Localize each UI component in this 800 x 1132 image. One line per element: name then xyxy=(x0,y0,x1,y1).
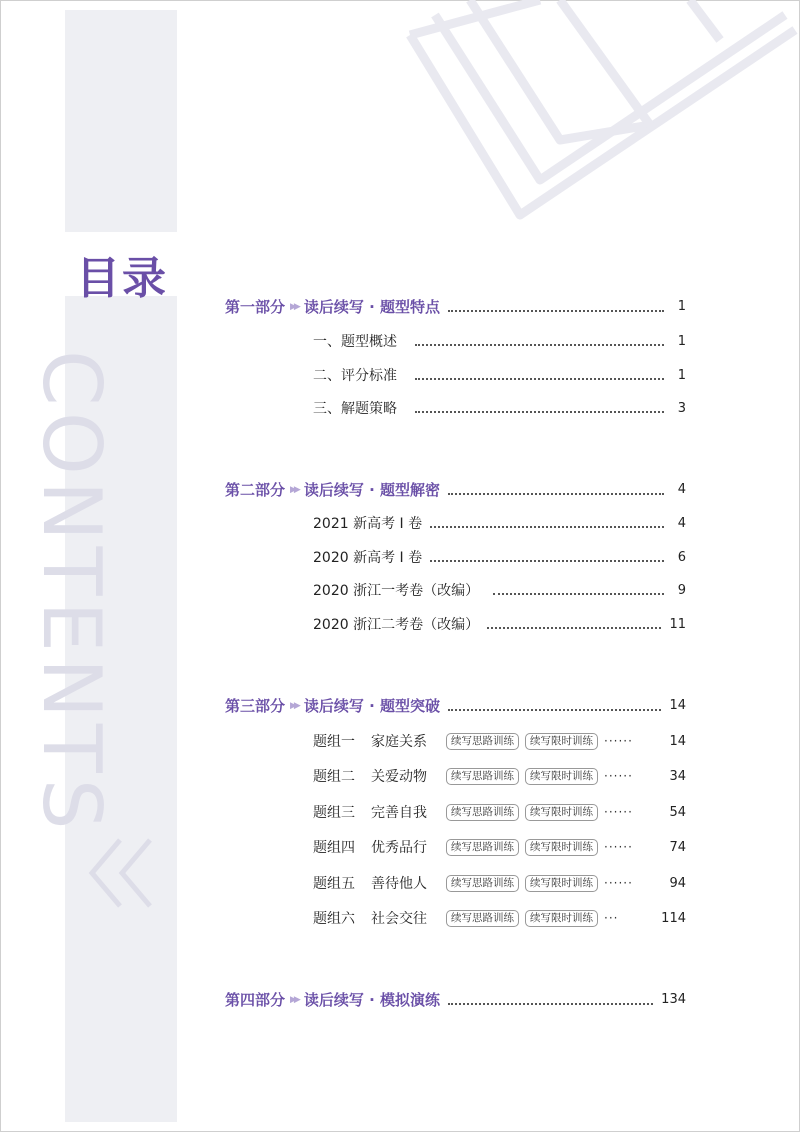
page-number: 1 xyxy=(677,333,686,349)
item-title: 2020 浙江一考卷（改编） xyxy=(313,583,480,599)
part-label: 第四部分 xyxy=(225,991,286,1009)
dot-leader xyxy=(430,526,664,528)
toc-item[interactable] xyxy=(313,398,686,418)
dot-leader xyxy=(448,709,661,711)
page-number: 114 xyxy=(661,910,686,926)
open-book-outline-icon xyxy=(390,0,800,230)
group-label: 题组六 xyxy=(313,911,355,927)
tag-thinking-training: 续写思路训练 xyxy=(446,804,519,821)
page-number: 14 xyxy=(669,733,686,749)
part-label: 第三部分 xyxy=(225,697,286,715)
page-number: 4 xyxy=(677,482,686,497)
page-number: 134 xyxy=(661,992,686,1007)
dot-leader: ······ xyxy=(604,840,633,854)
contents-watermark: CONTENTS xyxy=(25,350,118,836)
page-number: 1 xyxy=(677,299,686,314)
page-title: 目录 xyxy=(76,253,168,304)
dot-leader xyxy=(415,411,664,413)
toc-group-row[interactable] xyxy=(313,802,686,822)
part-label: 第一部分 xyxy=(225,298,286,316)
double-right-triangle-icon: ▶▶ xyxy=(290,700,298,711)
tag-thinking-training: 续写思路训练 xyxy=(446,875,519,892)
toc-item[interactable] xyxy=(313,331,686,351)
toc-part-1[interactable] xyxy=(225,296,686,317)
group-topic: 完善自我 xyxy=(371,805,427,821)
group-label: 题组二 xyxy=(313,769,355,785)
group-topic: 家庭关系 xyxy=(371,734,427,750)
part-title: 读后续写 · 题型突破 xyxy=(303,697,441,715)
dot-leader: ······ xyxy=(604,805,633,819)
part-label: 第二部分 xyxy=(225,481,286,499)
part-title: 读后续写 · 模拟演练 xyxy=(303,991,441,1009)
tag-timed-training: 续写限时训练 xyxy=(525,875,598,892)
tag-timed-training: 续写限时训练 xyxy=(525,768,598,785)
item-title: 2020 浙江二考卷（改编） xyxy=(313,617,480,633)
item-title: 二、评分标准 xyxy=(313,368,397,384)
part-title: 读后续写 · 题型解密 xyxy=(303,481,441,499)
tag-timed-training: 续写限时训练 xyxy=(525,733,598,750)
page-number: 11 xyxy=(669,616,686,632)
toc-group-row[interactable] xyxy=(313,766,686,786)
item-title: 三、解题策略 xyxy=(313,401,397,417)
tag-timed-training: 续写限时训练 xyxy=(525,804,598,821)
double-right-triangle-icon: ▶▶ xyxy=(290,301,298,312)
item-title: 2021 新高考 I 卷 xyxy=(313,516,423,532)
group-topic: 关爱动物 xyxy=(371,769,427,785)
item-title: 一、题型概述 xyxy=(313,334,397,350)
page-number: 54 xyxy=(669,804,686,820)
page-number: 3 xyxy=(677,400,686,416)
dot-leader xyxy=(487,627,661,629)
group-topic: 优秀品行 xyxy=(371,840,427,856)
dot-leader: ······ xyxy=(604,876,633,890)
dot-leader xyxy=(448,310,664,312)
group-label: 题组五 xyxy=(313,876,355,892)
toc-part-2[interactable] xyxy=(225,479,686,500)
tag-thinking-training: 续写思路训练 xyxy=(446,910,519,927)
toc-item[interactable] xyxy=(313,547,686,567)
page-number: 6 xyxy=(677,549,686,565)
double-right-triangle-icon: ▶▶ xyxy=(290,484,298,495)
page-number: 9 xyxy=(677,582,686,598)
group-label: 题组三 xyxy=(313,805,355,821)
dot-leader xyxy=(493,593,664,595)
toc-part-3[interactable] xyxy=(225,695,686,716)
dot-leader xyxy=(415,378,664,380)
tag-thinking-training: 续写思路训练 xyxy=(446,839,519,856)
page-number: 1 xyxy=(677,367,686,383)
toc-item[interactable] xyxy=(313,365,686,385)
group-label: 题组四 xyxy=(313,840,355,856)
dot-leader: ··· xyxy=(604,911,619,925)
part-title: 读后续写 · 题型特点 xyxy=(303,298,441,316)
toc-item[interactable] xyxy=(313,614,686,634)
dot-leader xyxy=(415,344,664,346)
toc-group-row[interactable] xyxy=(313,731,686,751)
side-band-top xyxy=(65,10,177,232)
toc-item[interactable] xyxy=(313,580,686,600)
tag-thinking-training: 续写思路训练 xyxy=(446,768,519,785)
double-right-triangle-icon: ▶▶ xyxy=(290,994,298,1005)
group-topic: 善待他人 xyxy=(371,876,427,892)
toc-group-row[interactable] xyxy=(313,873,686,893)
page-number: 4 xyxy=(677,515,686,531)
page-number: 14 xyxy=(669,698,686,713)
dot-leader xyxy=(448,1003,653,1005)
page-number: 94 xyxy=(669,875,686,891)
double-chevron-decor-icon xyxy=(88,838,156,908)
dot-leader xyxy=(448,493,664,495)
tag-thinking-training: 续写思路训练 xyxy=(446,733,519,750)
tag-timed-training: 续写限时训练 xyxy=(525,839,598,856)
group-label: 题组一 xyxy=(313,734,355,750)
toc-group-row[interactable] xyxy=(313,837,686,857)
dot-leader xyxy=(430,560,664,562)
dot-leader: ······ xyxy=(604,734,633,748)
toc-part-4[interactable] xyxy=(225,989,686,1010)
tag-timed-training: 续写限时训练 xyxy=(525,910,598,927)
page-number: 74 xyxy=(669,839,686,855)
page-number: 34 xyxy=(669,768,686,784)
toc-group-row[interactable] xyxy=(313,908,686,928)
group-topic: 社会交往 xyxy=(371,911,427,927)
toc-item[interactable] xyxy=(313,513,686,533)
dot-leader: ······ xyxy=(604,769,633,783)
item-title: 2020 新高考 I 卷 xyxy=(313,550,423,566)
